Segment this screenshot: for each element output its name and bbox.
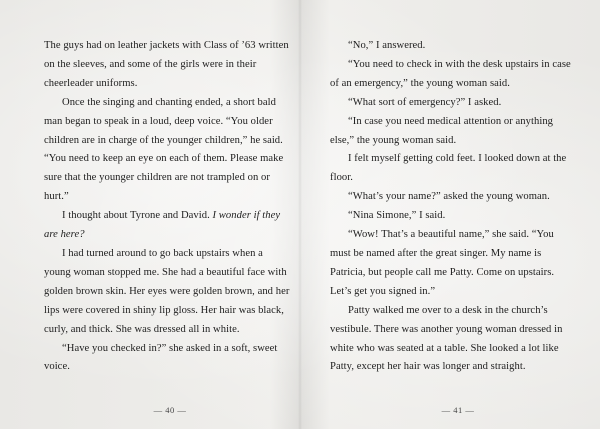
paragraph: “No,” I answered. — [348, 40, 426, 51]
italic-thought: I wonder if they are here? — [44, 210, 281, 241]
paragraph: “You need to check in with the desk upstairs in case of an emergency,” the young woman said. — [330, 58, 571, 89]
paragraph: “In case you need medical attention or anything else,” the young woman said. — [330, 115, 554, 146]
left-page — [44, 37, 290, 377]
book-gutter — [298, 0, 302, 429]
paragraph — [44, 207, 290, 245]
paragraph: I felt myself getting cold feet. I looked down at the floor. — [330, 153, 567, 184]
paragraph: “Wow! That’s a beautiful name,” she said. “You must be named after the great singer. My name is Patricia, but people call me Patty. Come on upstairs. Let’s get you signed in.” — [330, 229, 555, 297]
paragraph: “What’s your name?” asked the young woman. — [348, 191, 550, 203]
paragraph: The guys had on leather jackets with Class of ’63 written on the sleeves, and some of the girls were in their cheerleader uniforms. — [44, 40, 289, 89]
page-number-right: — 41 — — [441, 405, 475, 415]
paragraph: Once the singing and chanting ended, a short bald man began to speak in a loud, deep voice. “You older children are in charge of the younger children,” he said. “You need to keep an eye on each of them. Please make sure that the younger children are not trampled on or hurt.” — [44, 96, 284, 203]
paragraph: I had turned around to go back upstairs when a young woman stopped me. She had a beautiful face with golden brown skin. Her eyes were golden brown, and her lips were covered in shiny lip gloss. Her hair was black, curly, and thick. She was dressed all in white. — [44, 247, 290, 335]
right-page — [330, 37, 576, 377]
paragraph-text: I thought about Tyrone and David. — [62, 210, 213, 222]
paragraph: “Nina Simone,” I said. — [348, 210, 446, 222]
paragraph: “What sort of emergency?” I asked. — [348, 96, 502, 108]
paragraph: “Have you checked in?” she asked in a soft, sweet voice. — [44, 342, 278, 373]
page-number-left: — 40 — — [153, 405, 187, 415]
paragraph: Patty walked me over to a desk in the church’s vestibule. There was another young woman dressed in white who was seated at a table. She looked a lot like Patty, except her hair was longer and straight. — [330, 304, 563, 373]
